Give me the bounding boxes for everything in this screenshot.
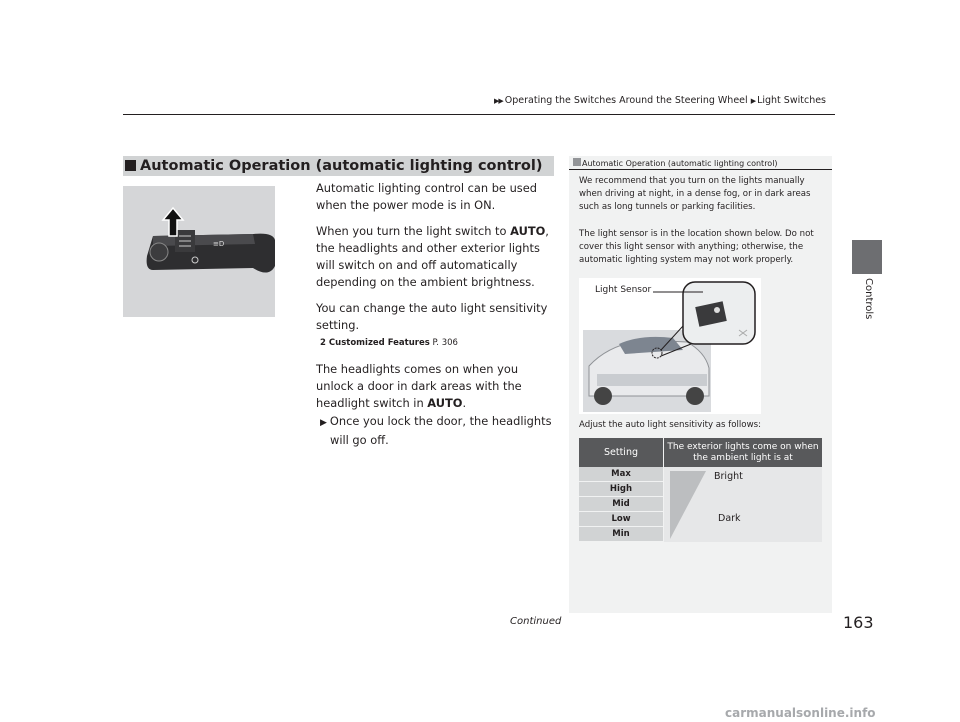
setting-cell-max: Max: [579, 467, 663, 482]
paragraph: The headlights comes on when you unlock a door in dark areas with the headlight switch in AUTO.: [316, 362, 522, 410]
header-divider: [123, 114, 835, 115]
sidebar-title: Automatic Operation (automatic lighting control): [573, 158, 778, 168]
continued-note: Continued: [510, 616, 562, 627]
double-triangle-icon: ▶▶: [494, 97, 503, 105]
square-bullet-icon: [125, 160, 136, 171]
breadcrumb-item: Operating the Switches Around the Steering Wheel: [504, 95, 748, 106]
paragraph: When you turn the light switch to AUTO, the headlights and other exterior lights will switch on and off automatically depending on the ambient brightness.: [316, 224, 549, 289]
section-heading: [123, 156, 554, 176]
cross-reference[interactable]: [316, 337, 556, 349]
section-title: Automatic Operation (automatic lighting control): [140, 158, 543, 174]
setting-cell-min: Min: [579, 527, 663, 542]
chapter-tab-label: Controls: [863, 278, 874, 320]
reference-arrow-icon: 2: [320, 338, 326, 348]
car-light-sensor-illustration: [579, 278, 761, 414]
header-setting: Setting: [603, 447, 638, 458]
settings-column: [579, 467, 663, 542]
section-body: [316, 180, 556, 458]
sidebar-paragraph: Adjust the auto light sensitivity as follows:: [579, 420, 761, 430]
auto-keyword: AUTO: [427, 396, 463, 410]
sidebar-paragraph: We recommend that you turn on the lights manually when driving at night, in a dense fog, or in dark areas such as long tunnels or parking facilities.: [579, 176, 811, 212]
table-body: [579, 467, 822, 542]
cross-reference-title[interactable]: Customized Features: [328, 338, 430, 348]
page-number: 163: [843, 613, 874, 632]
notes-sidebar: [569, 156, 832, 613]
breadcrumb-item-current: Light Switches: [757, 95, 827, 106]
chapter-tab-marker: [852, 240, 882, 274]
light-switch-stalk-illustration: [123, 186, 275, 317]
auto-keyword: AUTO: [510, 224, 546, 238]
paragraph: Automatic lighting control can be used when the power mode is in ON.: [316, 181, 537, 212]
triangle-icon: ▶: [750, 97, 756, 105]
setting-cell-low: Low: [579, 512, 663, 527]
setting-cell-high: High: [579, 482, 663, 497]
svg-text:≡D: ≡D: [213, 240, 225, 248]
watermark: carmanualsonline.info: [725, 706, 876, 720]
setting-cell-mid: Mid: [579, 497, 663, 512]
brightness-gradient-triangle-icon: [668, 469, 708, 541]
sensitivity-table: [579, 438, 822, 542]
ambient-light-scale: [663, 467, 822, 542]
light-sensor-callout: Light Sensor: [595, 285, 652, 295]
note-marker-icon: [573, 158, 581, 166]
header-condition: The exterior lights come on when the ambient light is at: [663, 438, 822, 467]
sidebar-divider: [569, 169, 832, 170]
table-header-row: [579, 438, 822, 467]
cross-reference-page[interactable]: P. 306: [432, 338, 458, 348]
bright-label: Bright: [714, 471, 743, 482]
result-arrow-icon: ▶: [320, 418, 327, 428]
paragraph: You can change the auto light sensitivity setting.: [316, 301, 548, 332]
breadcrumb: [494, 95, 826, 106]
dark-label: Dark: [718, 513, 741, 524]
sidebar-paragraph: The light sensor is in the location shown below. Do not cover this light sensor with anything; otherwise, the automatic lighting system may not work properly.: [579, 229, 814, 265]
result-note: ▶ Once you lock the door, the headlights will go off.: [320, 414, 552, 447]
